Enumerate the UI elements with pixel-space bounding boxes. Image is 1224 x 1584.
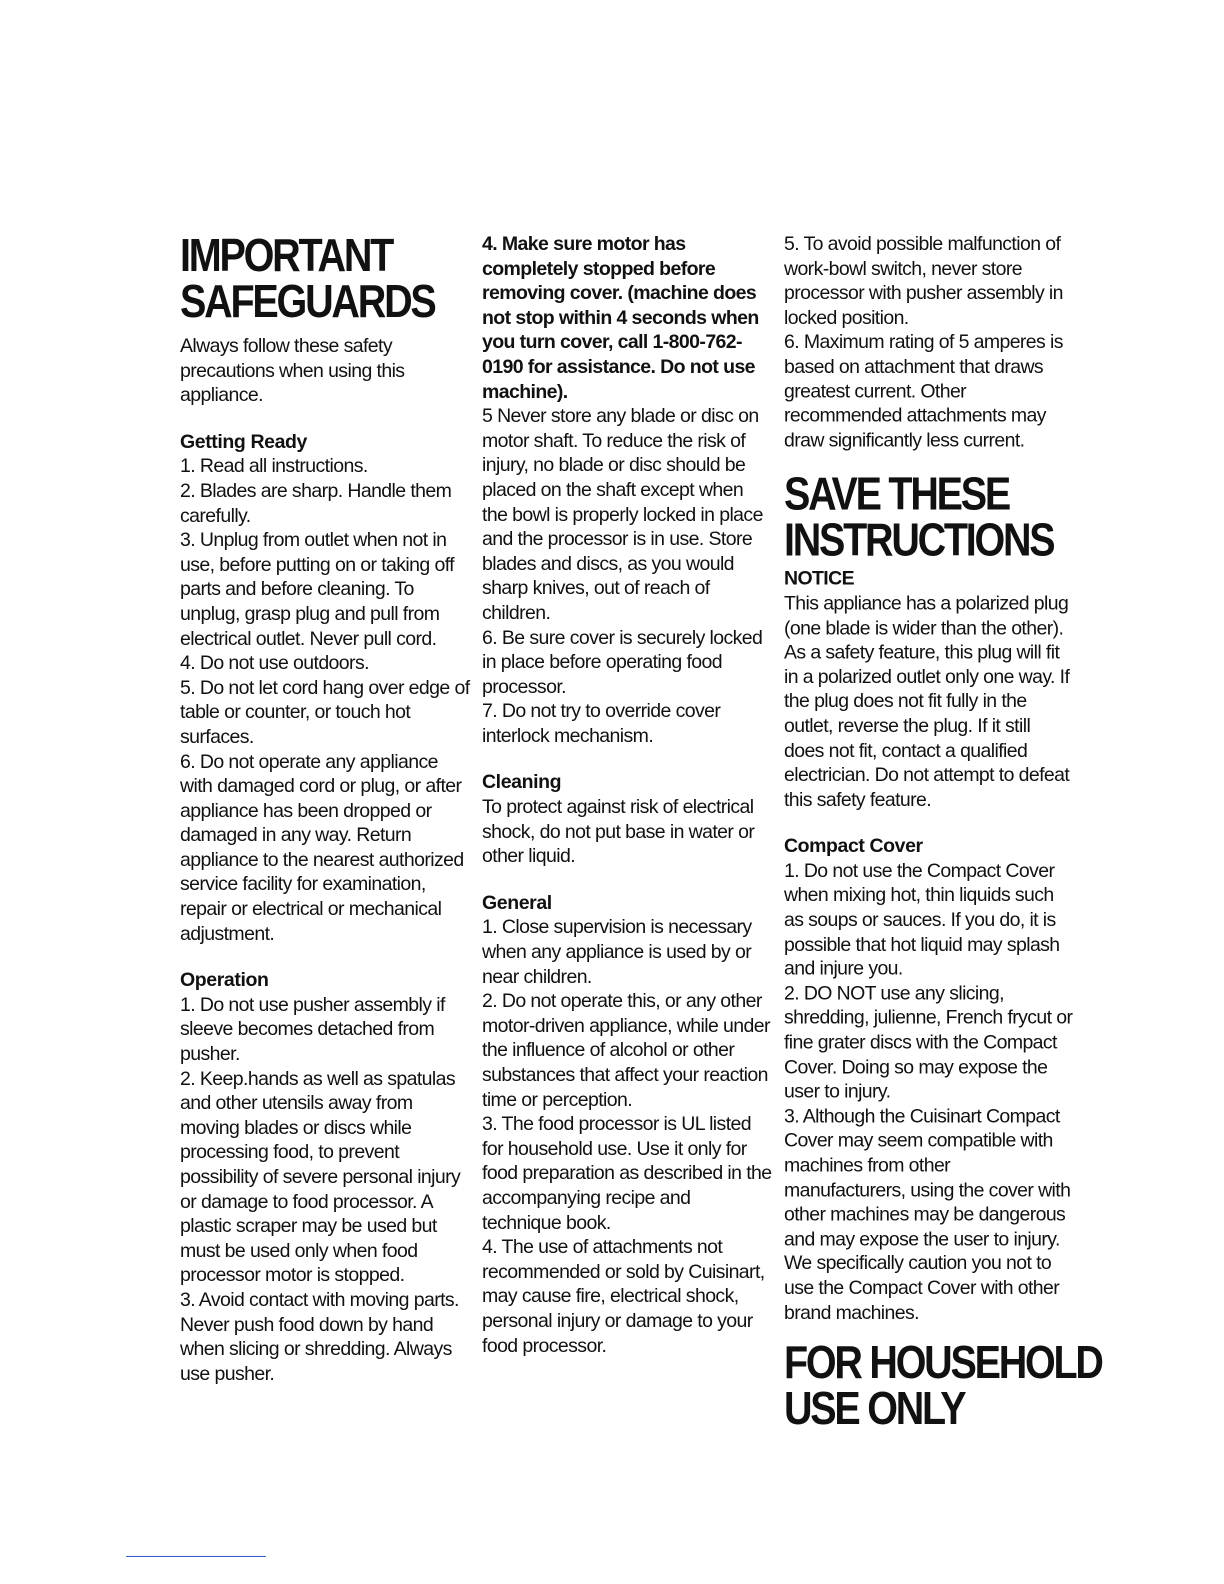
list-item: 3. Although the Cuisinart Compact Cover may seem compatible with machines from other manufacturers, using the cover with other machines may be dangerous and may expose the user to injury. We specifically caution you not to use the Compact Cover with other brand machines. <box>784 1105 1071 1324</box>
list-item: 3. Avoid contact with moving parts. Never push food down by hand when slicing or shredding. Always use pusher. <box>180 1288 459 1385</box>
for-household-use-only-title: FOR HOUSEHOLD USE ONLY <box>784 1336 1102 1435</box>
general-list <box>482 915 772 1358</box>
compact-cover-heading: Compact Cover <box>784 835 923 858</box>
column-1 <box>180 229 470 1386</box>
getting-ready-list <box>180 454 470 946</box>
list-item: 5. To avoid possible malfunction of work-bowl switch, never store processor with pusher assembly in locked position. <box>784 232 1063 329</box>
list-item: 2. Blades are sharp. Handle them carefully. <box>180 479 452 527</box>
list-item: 6. Do not operate any appliance with damaged cord or plug, or after appliance has been dropped or damaged in any way. Return appliance to the nearest authorized service facility for examination, repair or electrical or mechanical adjustment. <box>180 750 464 945</box>
list-item: 3. The food processor is UL listed for household use. Use it only for food preparation as described in the accompanying recipe and technique book. <box>482 1113 772 1234</box>
list-item: 2. DO NOT use any slicing, shredding, julienne, French frycut or fine grater discs with the Compact Cover. Doing so may expose the user to injury. <box>784 982 1073 1103</box>
list-item: 1. Do not use the Compact Cover when mixing hot, thin liquids such as soups or sauces. If you do, it is possible that hot liquid may splash and injure you. <box>784 859 1060 980</box>
list-item: 5 Never store any blade or disc on motor shaft. To reduce the risk of injury, no blade or disc should be placed on the shaft except when the bowl is properly locked in place and the processor is in use. Store blades and discs, as you would sharp knives, out of reach of children. <box>482 405 763 624</box>
cleaning-text: To protect against risk of electrical shock, do not put base in water or other liquid. <box>482 796 755 868</box>
general-list-continued <box>784 232 1074 453</box>
list-item: 4. The use of attachments not recommended or sold by Cuisinart, may cause fire, electrical shock, personal injury or damage to your food processor. <box>482 1236 765 1357</box>
save-instructions-block <box>784 467 1074 566</box>
column-2 <box>482 232 772 1358</box>
notice-text: This appliance has a polarized plug (one blade is wider than the other). As a safety feature, this plug will fit in a polarized outlet only one way. If the plug does not fit fully in the outlet, reverse the plug. If it still does not fit, contact a qualified electrician. Do not attempt to defeat this safety feature. <box>784 592 1070 811</box>
save-these-instructions-title: SAVE THESE INSTRUCTIONS <box>784 467 1054 566</box>
list-item: 7. Do not try to override cover interlock mechanism. <box>482 700 721 747</box>
list-item: 1. Do not use pusher assembly if sleeve becomes detached from pusher. <box>180 993 445 1066</box>
general-heading: General <box>482 891 552 914</box>
list-item: 4. Do not use outdoors. <box>180 652 369 675</box>
list-item: 5. Do not let cord hang over edge of table or counter, or touch hot surfaces. <box>180 676 470 748</box>
list-item: 1. Read all instructions. <box>180 455 368 478</box>
column-3 <box>784 232 1102 1435</box>
footer-rule <box>126 1556 266 1557</box>
list-item: 6. Maximum rating of 5 amperes is based on attachment that draws greatest current. Other recommended attachments may draw significantly less current. <box>784 331 1063 452</box>
intro-text: Always follow these safety precautions when using this appliance. <box>180 335 405 407</box>
list-item: 2. Keep.hands as well as spatulas and other utensils away from moving blades or discs while processing food, to prevent possibility of severe personal injury or damage to food processor. A plastic scraper may be used but must be used only when food processor motor is stopped. <box>180 1067 461 1287</box>
operation-list <box>180 993 470 1387</box>
important-safeguards-title: IMPORTANT SAFEGUARDS <box>180 229 435 327</box>
cleaning-heading: Cleaning <box>482 771 562 794</box>
compact-cover-list <box>784 859 1074 1325</box>
list-item: 6. Be sure cover is securely locked in place before operating food processor. <box>482 626 763 698</box>
operation-heading: Operation <box>180 969 269 992</box>
getting-ready-heading: Getting Ready <box>180 430 307 453</box>
list-item: 1. Close supervision is necessary when any appliance is used by or near children. <box>482 916 752 988</box>
list-item: 2. Do not operate this, or any other motor-driven appliance, while under the influence of alcohol or other substances that affect your reaction time or perception. <box>482 990 770 1111</box>
list-item: 3. Unplug from outlet when not in use, before putting on or taking off parts and before cleaning. To unplug, grasp plug and pull from electrical outlet. Never pull cord. <box>180 529 454 650</box>
operation-list-continued <box>482 232 772 748</box>
notice-heading: NOTICE <box>784 567 854 590</box>
list-item: 4. Make sure motor has completely stopped before removing cover. (machine does not stop within 4 seconds when you turn cover, call 1-800-762-0190 for assistance. Do not use machine). <box>482 233 759 403</box>
